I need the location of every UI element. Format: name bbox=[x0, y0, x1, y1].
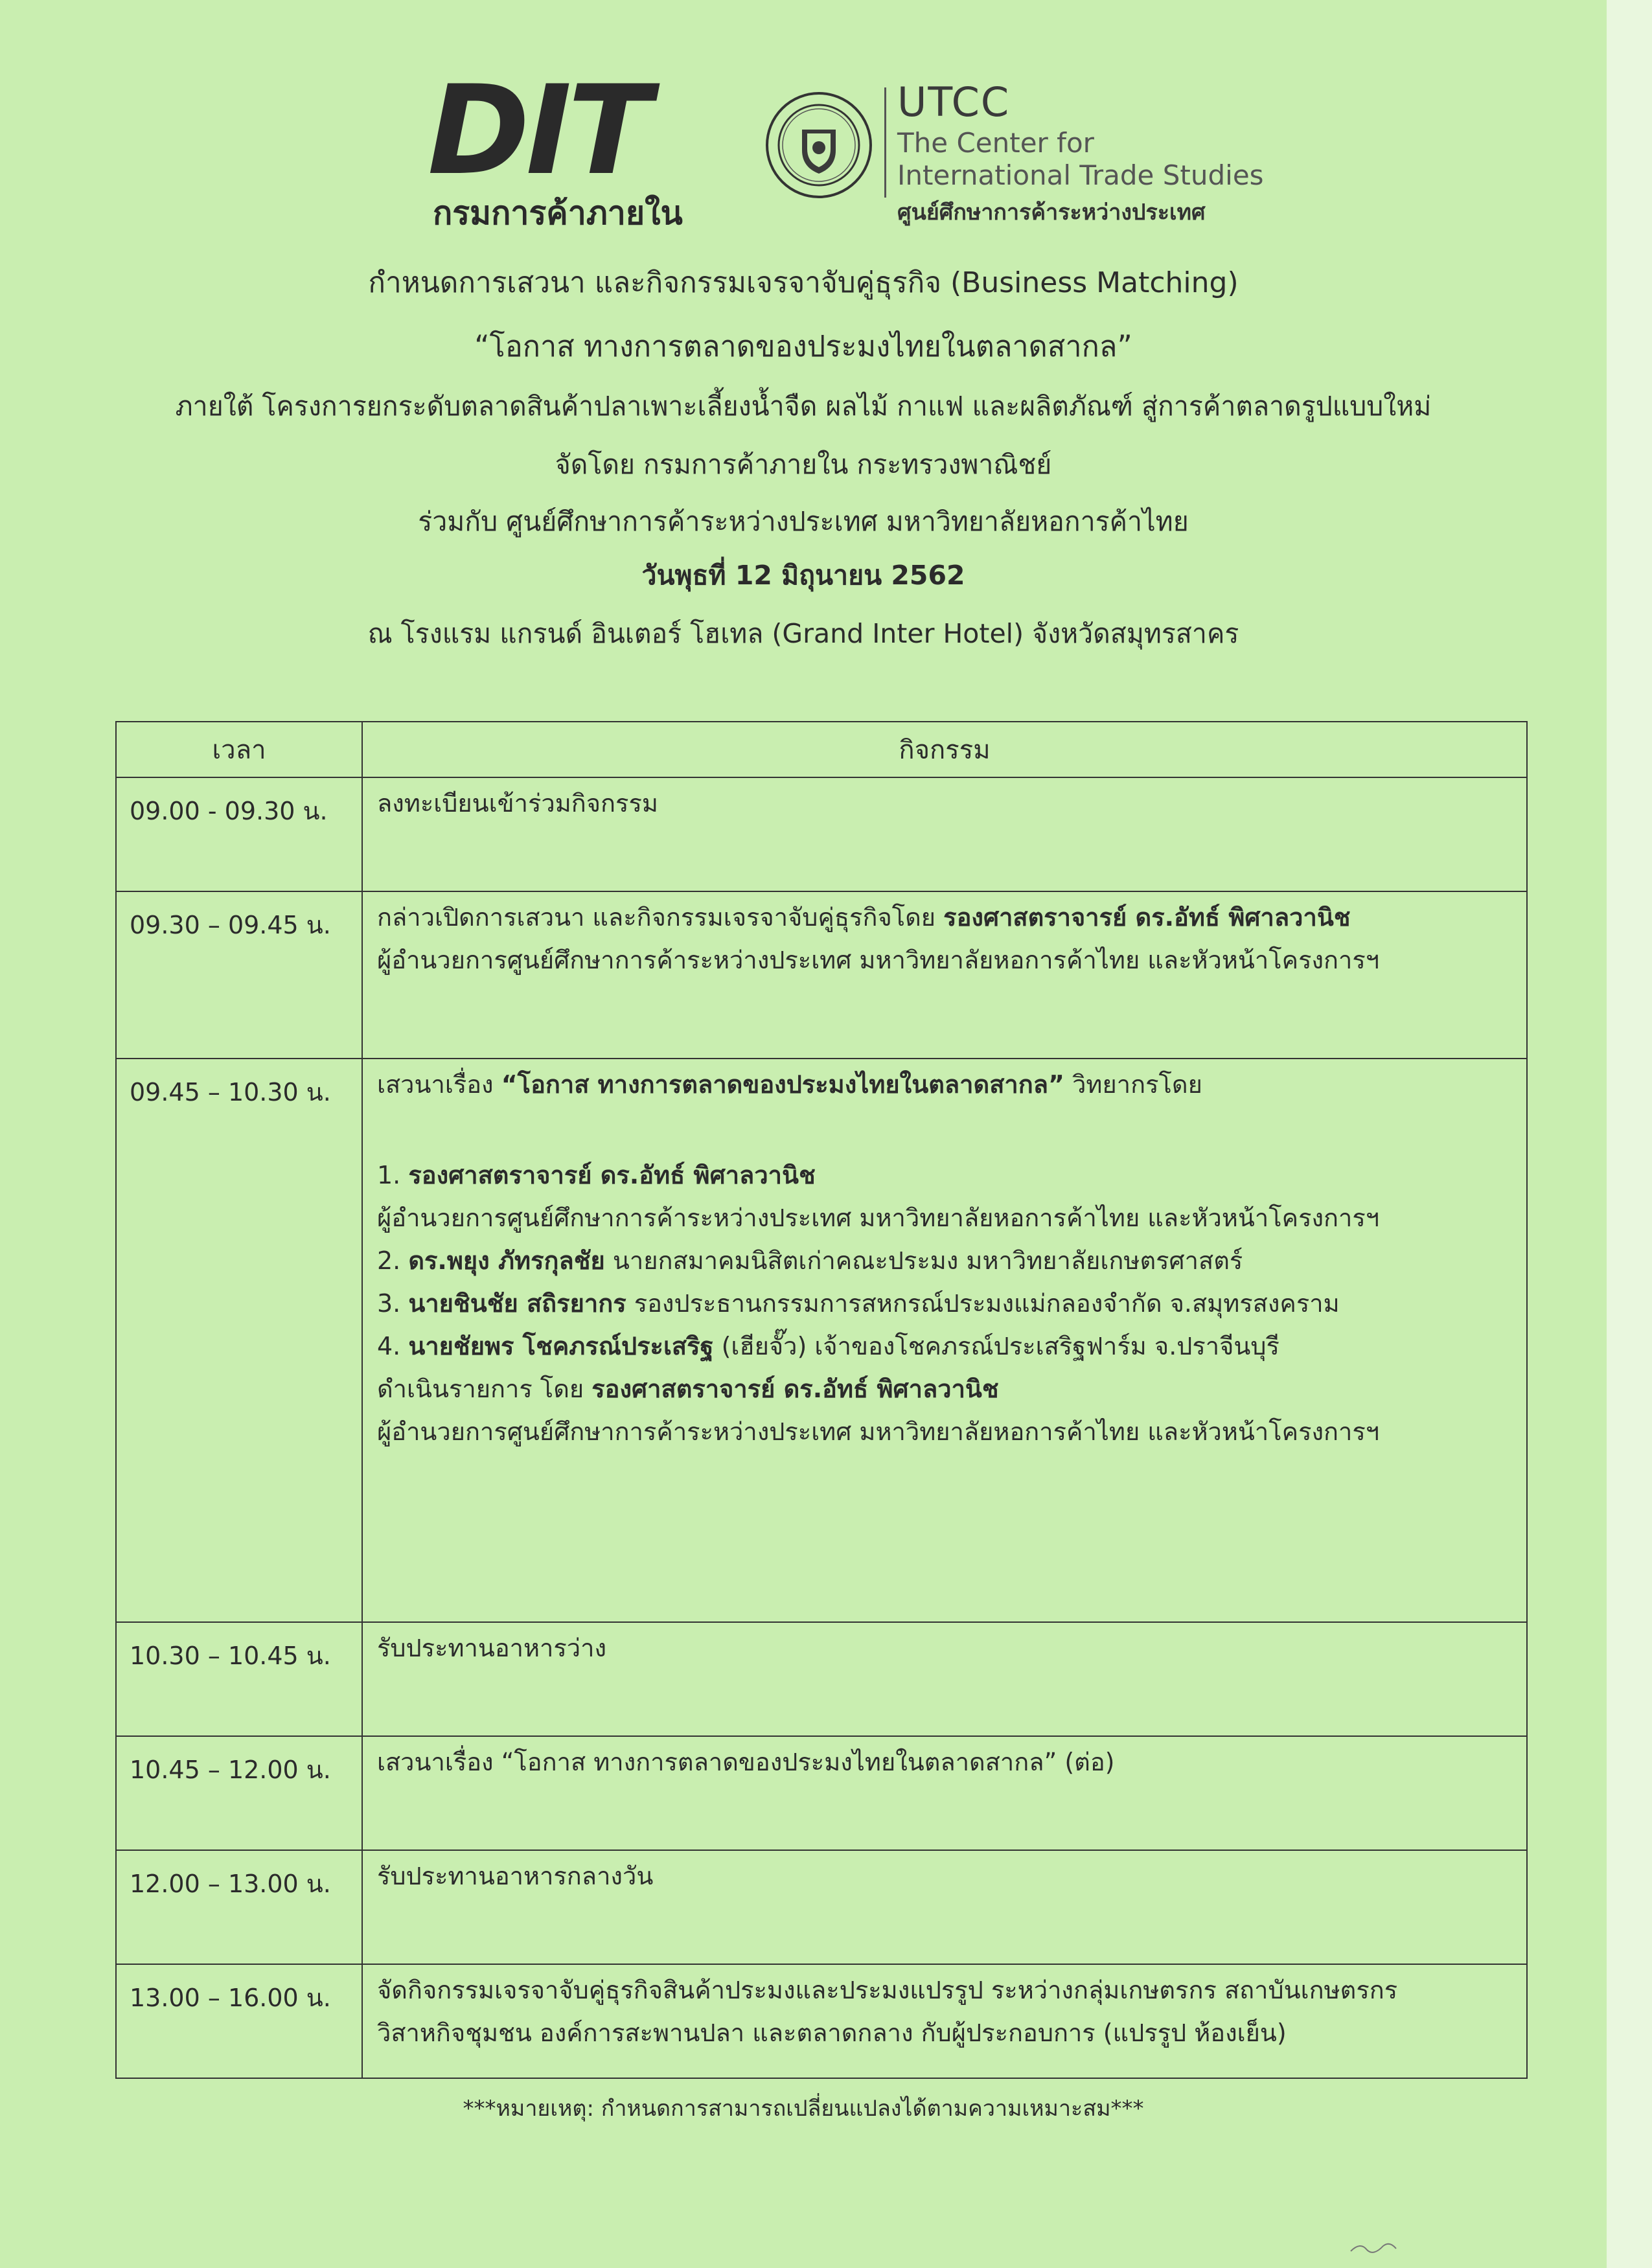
activity-text: วิทยากรโดย bbox=[1064, 1070, 1202, 1099]
utcc-line3: ศูนย์ศึกษาการค้าระหว่างประเทศ bbox=[897, 200, 1206, 225]
speaker-name: นายชินชัย สถิรยากร bbox=[408, 1289, 626, 1318]
speaker-number: 1. bbox=[377, 1161, 409, 1189]
dit-wordmark: DIT bbox=[428, 59, 648, 202]
event-topic: “โอกาส ทางการตลาดของประมงไทยในตลาดสากล” bbox=[474, 329, 1132, 363]
activity-text: ลงทะเบียนเข้าร่วมกิจกรรม bbox=[377, 789, 658, 818]
time-cell: 09.00 - 09.30 น. bbox=[116, 777, 362, 891]
speaker-title: ผู้อำนวยการศูนย์ศึกษาการค้าระหว่างประเทศ มหาวิทยาลัยหอการค้าไทย และหัวหน้าโครงการฯ bbox=[377, 946, 1380, 974]
activity-cell bbox=[362, 891, 1527, 1059]
schedule-table bbox=[115, 721, 1528, 2079]
table-row bbox=[116, 1059, 1527, 1622]
footnote: ***หมายเหตุ: กำหนดการสามารถเปลี่ยนแปลงได้ตามความเหมาะสม*** bbox=[463, 2096, 1144, 2122]
co-organizer-line: ร่วมกับ ศูนย์ศึกษาการค้าระหว่างประเทศ มหาวิทยาลัยหอการค้าไทย bbox=[418, 506, 1189, 537]
activity-line: วิสาหกิจชุมชน องค์การสะพานปลา และตลาดกลาง กับผู้ประกอบการ (แปรรูป ห้องเย็น) bbox=[377, 2019, 1287, 2047]
table-row bbox=[116, 1964, 1527, 2078]
table-row bbox=[116, 1850, 1527, 1964]
event-venue: ณ โรงแรม แกรนด์ อินเตอร์ โฮเทล (Grand Inter Hotel) จังหวัดสมุทรสาคร bbox=[367, 618, 1239, 649]
time-cell: 10.30 – 10.45 น. bbox=[116, 1622, 362, 1736]
activity-text: เสวนาเรื่อง bbox=[377, 1070, 501, 1099]
dit-logo bbox=[428, 59, 726, 232]
speaker-title: รองประธานกรรมการสหกรณ์ประมงแม่กลองจำกัด จ.สมุทรสงคราม bbox=[626, 1289, 1340, 1318]
dit-subtitle: กรมการค้าภายใน bbox=[433, 194, 683, 232]
spacer bbox=[377, 1115, 1513, 1163]
activity-cell bbox=[362, 777, 1527, 891]
activity-text: กล่าวเปิดการเสวนา และกิจกรรมเจรจาจับคู่ธุรกิจโดย bbox=[377, 903, 944, 932]
speaker-name: ดร.พยุง ภัทรกุลชัย bbox=[408, 1246, 605, 1275]
moderator-line bbox=[377, 1377, 1513, 1401]
time-cell: 09.30 – 09.45 น. bbox=[116, 891, 362, 1059]
time-cell: 12.00 – 13.00 น. bbox=[116, 1850, 362, 1964]
moderator-title: ผู้อำนวยการศูนย์ศึกษาการค้าระหว่างประเทศ มหาวิทยาลัยหอการค้าไทย และหัวหน้าโครงการฯ bbox=[377, 1417, 1380, 1446]
moderator-label: ดำเนินรายการ โดย bbox=[377, 1375, 592, 1403]
document-title: กำหนดการเสวนา และกิจกรรมเจรจาจับคู่ธุรกิจ (Business Matching) bbox=[368, 266, 1239, 299]
table-header-row bbox=[116, 722, 1527, 777]
scan-mark-icon bbox=[1348, 2238, 1399, 2258]
activity-cell bbox=[362, 1850, 1527, 1964]
utcc-title: UTCC bbox=[897, 78, 1011, 126]
utcc-line2: International Trade Studies bbox=[897, 159, 1264, 191]
activity-text: รับประทานอาหารว่าง bbox=[377, 1634, 607, 1662]
time-cell: 09.45 – 10.30 น. bbox=[116, 1059, 362, 1622]
activity-cell bbox=[362, 1622, 1527, 1736]
speaker-name: รองศาสตราจารย์ ดร.อัทธ์ พิศาลวานิช bbox=[408, 1161, 816, 1189]
speaker-line bbox=[377, 1291, 1513, 1316]
time-cell: 13.00 – 16.00 น. bbox=[116, 1964, 362, 2078]
speaker-line bbox=[377, 1163, 1513, 1187]
table-row bbox=[116, 777, 1527, 891]
speaker-name: รองศาสตราจารย์ ดร.อัทธ์ พิศาลวานิช bbox=[943, 903, 1351, 932]
speaker-number: 4. bbox=[377, 1332, 409, 1360]
logo-divider bbox=[884, 87, 886, 198]
speaker-title: (เฮียจั๊ว) เจ้าของโชคภรณ์ประเสริฐฟาร์ม จ.ปราจีนบุรี bbox=[713, 1332, 1279, 1360]
activity-cell bbox=[362, 1736, 1527, 1850]
paper-edge bbox=[1607, 0, 1652, 2268]
moderator-name: รองศาสตราจารย์ ดร.อัทธ์ พิศาลวานิช bbox=[591, 1375, 999, 1403]
speaker-name: นายชัยพร โชคภรณ์ประเสริฐ bbox=[408, 1332, 714, 1360]
activity-text: รับประทานอาหารกลางวัน bbox=[377, 1862, 654, 1890]
speaker-title: นายกสมาคมนิสิตเก่าคณะประมง มหาวิทยาลัยเกษตรศาสตร์ bbox=[604, 1246, 1243, 1275]
utcc-line1: The Center for bbox=[897, 127, 1094, 159]
project-line: ภายใต้ โครงการยกระดับตลาดสินค้าปลาเพาะเลี้ยงน้ำจืด ผลไม้ กาแฟ และผลิตภัณฑ์ สู่การค้าตลาดรูปแบบใหม่ bbox=[175, 391, 1432, 422]
activity-line bbox=[377, 1072, 1513, 1097]
event-date: วันพุธที่ 12 มิถุนายน 2562 bbox=[641, 560, 965, 591]
speaker-line bbox=[377, 1248, 1513, 1273]
activity-line: จัดกิจกรรมเจรจาจับคู่ธุรกิจสินค้าประมงและประมงแปรรูป ระหว่างกลุ่มเกษตรกร สถาบันเกษตรกร bbox=[377, 1976, 1398, 2004]
activity-line bbox=[377, 905, 1513, 930]
table-row bbox=[116, 1736, 1527, 1850]
organizer-line: จัดโดย กรมการค้าภายใน กระทรวงพาณิชย์ bbox=[555, 449, 1052, 480]
activity-topic: “โอกาส ทางการตลาดของประมงไทยในตลาดสากล” bbox=[501, 1070, 1064, 1099]
utcc-seal-icon bbox=[764, 91, 873, 200]
speaker-line bbox=[377, 1334, 1513, 1358]
activity-cell bbox=[362, 1964, 1527, 2078]
activity-text: เสวนาเรื่อง “โอกาส ทางการตลาดของประมงไทยในตลาดสากล” (ต่อ) bbox=[377, 1748, 1115, 1776]
speaker-number: 3. bbox=[377, 1289, 409, 1318]
activity-cell bbox=[362, 1059, 1527, 1622]
table-row bbox=[116, 1622, 1527, 1736]
column-header-activity: กิจกรรม bbox=[362, 722, 1527, 777]
time-cell: 10.45 – 12.00 น. bbox=[116, 1736, 362, 1850]
speaker-title: ผู้อำนวยการศูนย์ศึกษาการค้าระหว่างประเทศ มหาวิทยาลัยหอการค้าไทย และหัวหน้าโครงการฯ bbox=[377, 1204, 1380, 1232]
column-header-time: เวลา bbox=[116, 722, 362, 777]
logo-bar bbox=[428, 59, 1296, 236]
table-row bbox=[116, 891, 1527, 1059]
speaker-number: 2. bbox=[377, 1246, 409, 1275]
